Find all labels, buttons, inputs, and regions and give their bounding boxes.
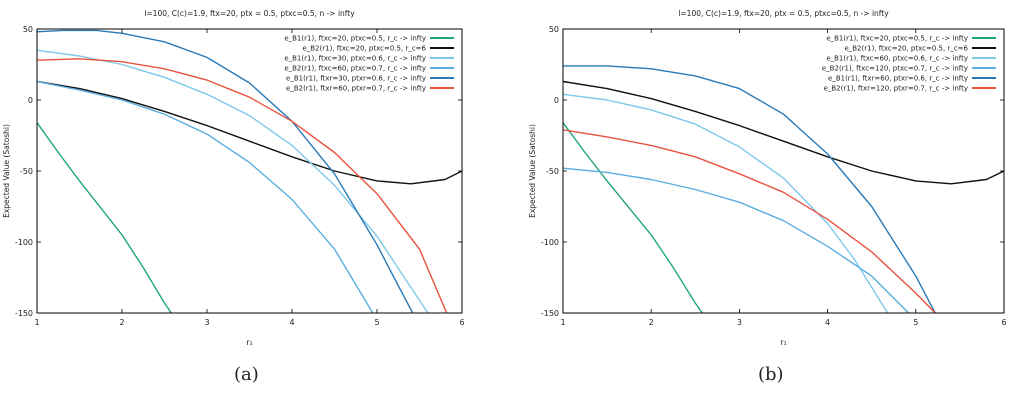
x-tick-label: 2 bbox=[648, 318, 654, 327]
legend-entry-label: e_B1(r1), ftxc=20, ptxc=0.5, r_c -> infty bbox=[284, 34, 426, 43]
y-tick-label: -50 bbox=[19, 167, 33, 176]
y-tick-label: -150 bbox=[14, 309, 33, 318]
x-tick-label: 4 bbox=[289, 318, 295, 327]
x-tick-label: 1 bbox=[560, 318, 566, 327]
series-line-3 bbox=[563, 94, 888, 313]
legend-entry-label: e_B2(r1), ftxr=60, ptxr=0.7, r_c -> infty bbox=[286, 84, 426, 93]
x-tick-label: 6 bbox=[459, 318, 465, 327]
x-tick-label: 5 bbox=[913, 318, 919, 327]
series-line-5 bbox=[37, 30, 413, 313]
series-line-1 bbox=[37, 123, 171, 313]
series-line-2 bbox=[563, 82, 1004, 184]
x-tick-label: 3 bbox=[204, 318, 210, 327]
series-line-6 bbox=[563, 130, 935, 313]
legend-entry-label: e_B2(r1), ftxc=60, ptxc=0.7, r_c -> infty bbox=[284, 64, 426, 73]
chart-title: l=100, C(c)=1.9, ftx=20, ptx = 0.5, ptxc=0.5, n -> infty bbox=[678, 9, 889, 18]
y-tick-label: 50 bbox=[548, 25, 559, 34]
legend-entry-label: e_B2(r1), ftxr=120, ptxr=0.7, r_c -> infty bbox=[823, 84, 968, 93]
y-tick-label: 0 bbox=[553, 96, 559, 105]
x-tick-label: 3 bbox=[736, 318, 742, 327]
legend-entry-label: e_B1(r1), ftxr=60, ptxr=0.6, r_c -> infty bbox=[828, 74, 968, 83]
legend-entry-label: e_B2(r1), ftxc=20, ptxc=0.5, r_c=6 bbox=[844, 44, 968, 53]
x-axis-label: r₁ bbox=[246, 338, 253, 347]
chart-panel-a bbox=[2, 9, 465, 347]
legend-entry-label: e_B1(r1), ftxr=30, ptxr=0.6, r_c -> infty bbox=[286, 74, 426, 83]
y-tick-label: -150 bbox=[540, 309, 559, 318]
x-tick-label: 5 bbox=[374, 318, 380, 327]
series-line-1 bbox=[563, 123, 702, 313]
y-tick-label: -100 bbox=[540, 238, 559, 247]
legend-entry-label: e_B1(r1), ftxc=20, ptxc=0.5, r_c -> infty bbox=[826, 34, 968, 43]
y-axis-label: Expected Value (Satoshi) bbox=[528, 124, 537, 218]
y-tick-label: -50 bbox=[545, 167, 559, 176]
legend-entry-label: e_B2(r1), ftxc=120, ptxc=0.7, r_c -> infty bbox=[821, 64, 968, 73]
chart-panel-b bbox=[528, 9, 1007, 347]
y-axis-label: Expected Value (Satoshi) bbox=[2, 124, 11, 218]
y-tick-label: 0 bbox=[27, 96, 33, 105]
legend-entry-label: e_B2(r1), ftxc=20, ptxc=0.5, r_c=6 bbox=[302, 44, 426, 53]
legend-entry-label: e_B1(r1), ftxc=60, ptxc=0.6, r_c -> infty bbox=[826, 54, 968, 63]
series-line-4 bbox=[37, 82, 373, 314]
legend-entry-label: e_B1(r1), ftxc=30, ptxc=0.6, r_c -> infty bbox=[284, 54, 426, 63]
y-tick-label: 50 bbox=[22, 25, 33, 34]
x-tick-label: 6 bbox=[1001, 318, 1007, 327]
x-axis-label: r₁ bbox=[780, 338, 787, 347]
series-line-6 bbox=[37, 59, 447, 313]
panel-b-caption: (b) bbox=[758, 364, 784, 385]
chart-title: l=100, C(c)=1.9, ftx=20, ptx = 0.5, ptxc=0.5, n -> infty bbox=[144, 9, 355, 18]
x-tick-label: 1 bbox=[34, 318, 40, 327]
panel-a-caption: (a) bbox=[234, 364, 259, 385]
y-tick-label: -100 bbox=[14, 238, 33, 247]
x-tick-label: 2 bbox=[119, 318, 125, 327]
x-tick-label: 4 bbox=[825, 318, 831, 327]
